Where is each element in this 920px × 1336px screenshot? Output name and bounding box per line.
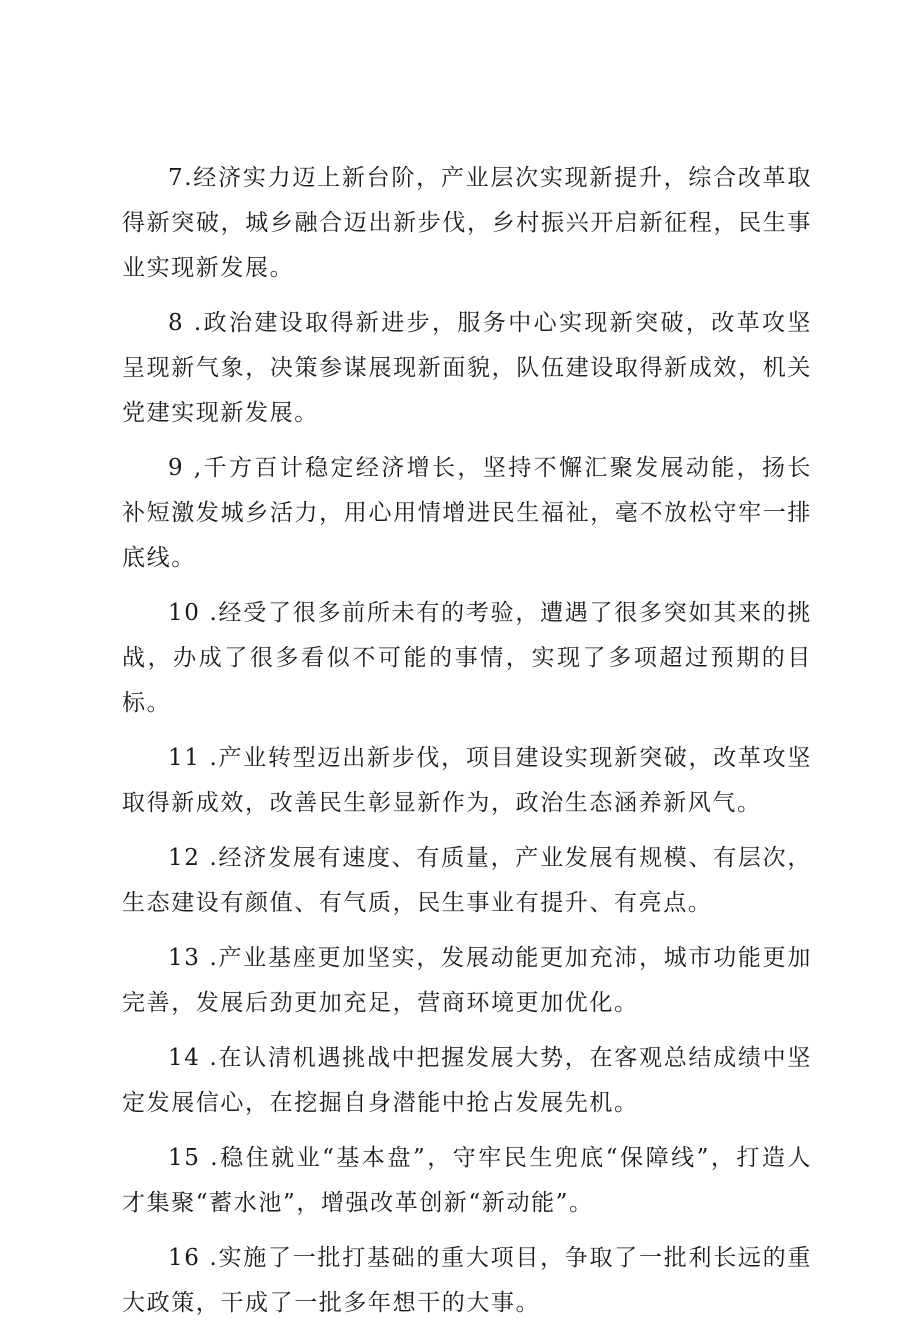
- paragraph-number: 13 .: [168, 945, 219, 971]
- paragraph-15: [122, 1136, 812, 1226]
- paragraph-text: 稳住就业“基本盘”，守牢民生兜底“保障线”，打造人才集聚“蓄水池”，增强改革创新“新动能”。: [122, 1145, 812, 1216]
- paragraph-number: 7.: [168, 165, 194, 191]
- paragraph-number: 14 .: [168, 1045, 219, 1071]
- paragraph-text: 产业基座更加坚实，发展动能更加充沛，城市功能更加完善，发展后劲更加充足，营商环境更加优化。: [122, 945, 812, 1016]
- paragraph-number: 8 .: [168, 310, 203, 336]
- paragraph-7: [122, 156, 812, 291]
- paragraph-number: 9 ,: [168, 455, 203, 481]
- paragraph-text: 经济发展有速度、有质量，产业发展有规模、有层次，生态建设有颜值、有气质，民生事业有提升、有亮点。: [122, 845, 812, 916]
- paragraph-number: 15 .: [168, 1145, 220, 1171]
- paragraph-9: [122, 446, 812, 581]
- document-body: [122, 156, 812, 1336]
- paragraph-14: [122, 1036, 812, 1126]
- paragraph-8: [122, 301, 812, 436]
- paragraph-text: 经受了很多前所未有的考验，遭遇了很多突如其来的挑战，办成了很多看似不可能的事情，实现了多项超过预期的目标。: [122, 600, 812, 716]
- paragraph-text: 在认清机遇挑战中把握发展大势，在客观总结成绩中坚定发展信心，在挖掘自身潜能中抢占发展先机。: [122, 1045, 812, 1116]
- paragraph-text: 政治建设取得新进步，服务中心实现新突破，改革攻坚呈现新气象，决策参谋展现新面貌，队伍建设取得新成效，机关党建实现新发展。: [122, 310, 812, 426]
- paragraph-16: [122, 1236, 812, 1326]
- paragraph-13: [122, 936, 812, 1026]
- paragraph-text: 实施了一批打基础的重大项目，争取了一批利长远的重大政策，干成了一批多年想干的大事。: [122, 1245, 812, 1316]
- paragraph-text: 经济实力迈上新台阶，产业层次实现新提升，综合改革取得新突破，城乡融合迈出新步伐，乡村振兴开启新征程，民生事业实现新发展。: [122, 165, 812, 281]
- paragraph-12: [122, 836, 812, 926]
- paragraph-11: [122, 736, 812, 826]
- paragraph-10: [122, 591, 812, 726]
- paragraph-text: 千方百计稳定经济增长，坚持不懈汇聚发展动能，扬长补短激发城乡活力，用心用情增进民生福祉，毫不放松守牢一排底线。: [122, 455, 812, 571]
- paragraph-number: 12 .: [168, 845, 219, 871]
- paragraph-text: 产业转型迈出新步伐，项目建设实现新突破，改革攻坚取得新成效，改善民生彰显新作为，政治生态涵养新风气。: [122, 745, 812, 816]
- paragraph-number: 11 .: [168, 745, 219, 771]
- paragraph-number: 16 .: [168, 1245, 219, 1271]
- paragraph-number: 10 .: [168, 600, 219, 626]
